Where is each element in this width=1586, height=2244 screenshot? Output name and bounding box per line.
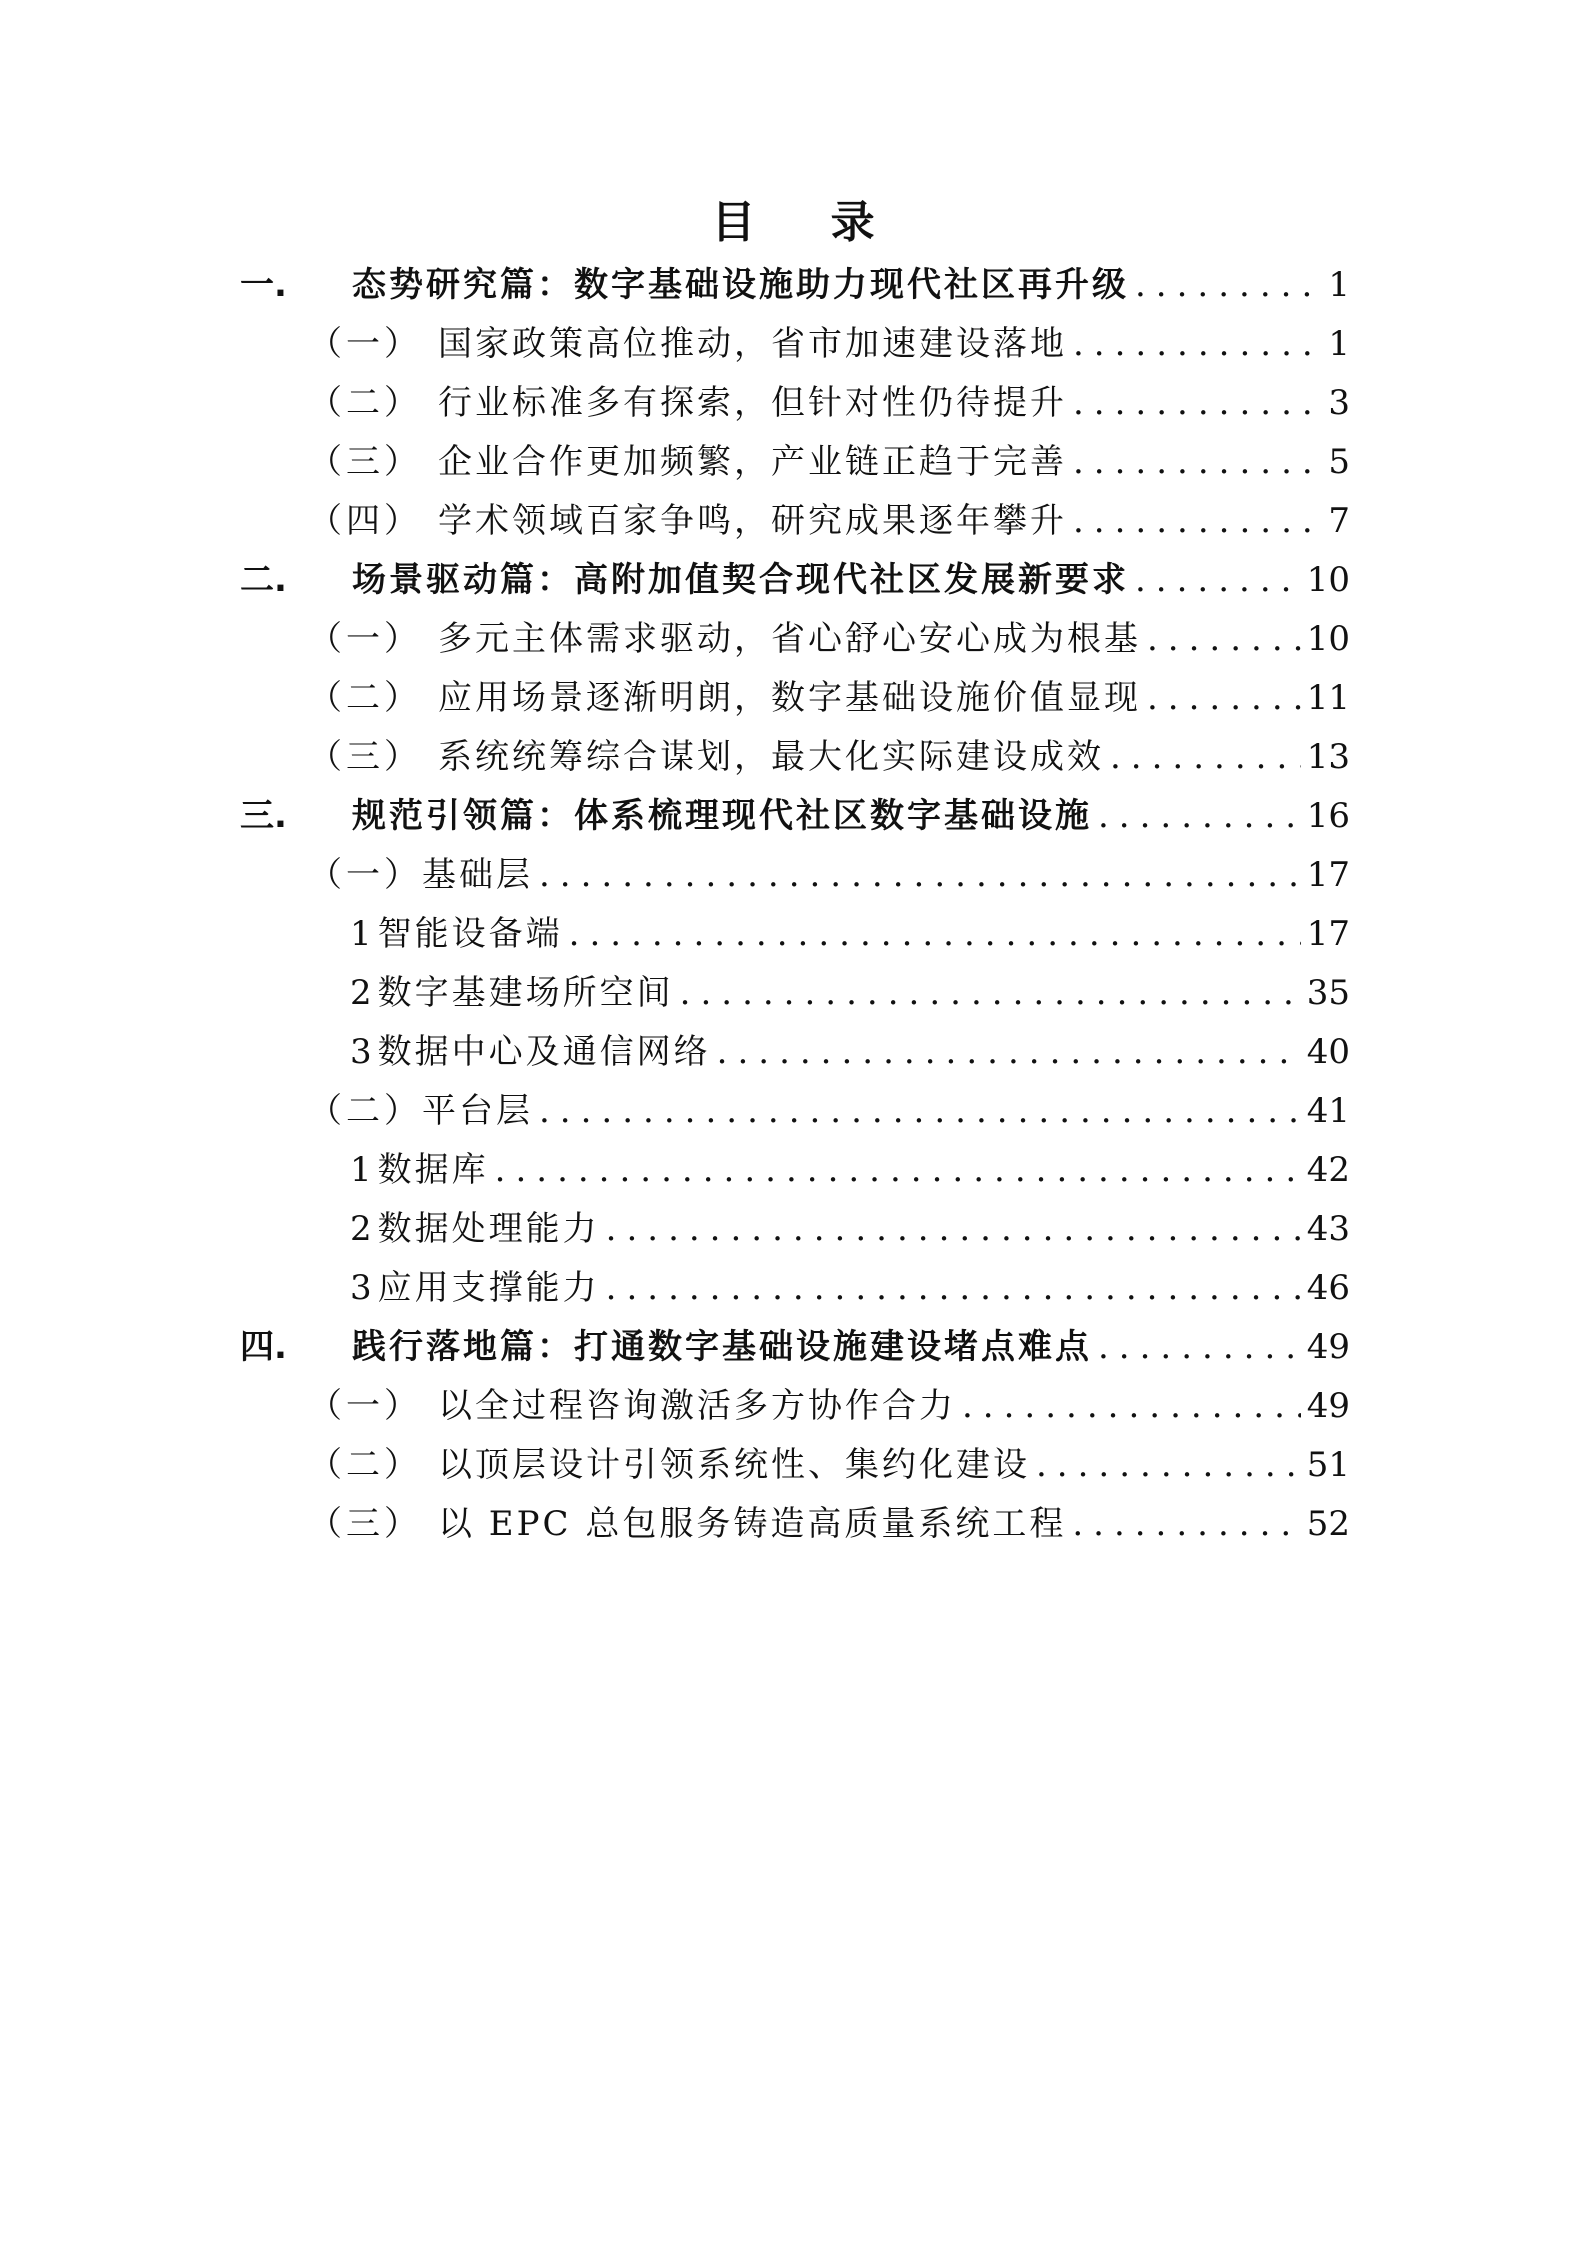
toc-entry-text: 数据库 [377, 1150, 489, 1190]
toc-leader-dots [962, 1377, 1301, 1435]
toc-leader-dots [539, 1082, 1301, 1140]
toc-entry-text: 场景驱动篇：高附加值契合现代社区发展新要求 [352, 560, 1129, 600]
toc-entry-number: 二. [240, 560, 287, 600]
toc-entry-page: 42 [1306, 1150, 1350, 1190]
toc-entry-page: 35 [1306, 973, 1350, 1013]
toc-entry-page: 51 [1306, 1445, 1350, 1485]
toc-entry-text: 践行落地篇：打通数字基础设施建设堵点难点 [352, 1327, 1092, 1367]
toc-leader-dots [495, 1141, 1301, 1199]
toc-entry-page: 17 [1306, 914, 1350, 954]
toc-entry-part-1[interactable] [240, 256, 1350, 314]
toc-entry-text: 智能设备端 [377, 914, 563, 954]
toc-entry-part-3[interactable] [240, 787, 1350, 845]
toc-leader-dots [1135, 551, 1301, 609]
toc-entry-subsection[interactable] [350, 1200, 1350, 1258]
toc-leader-dots [1110, 728, 1301, 786]
toc-entry-page: 5 [1328, 442, 1350, 482]
toc-entry-section[interactable] [308, 1377, 1350, 1435]
toc-leader-dots [1098, 787, 1301, 845]
toc-entry-text: 系统统筹综合谋划，最大化实际建设成效 [438, 737, 1104, 777]
toc-leader-dots [1036, 1436, 1301, 1494]
toc-entry-text: 以 EPC 总包服务铸造高质量系统工程 [438, 1504, 1067, 1544]
toc-entry-number: （三） [308, 1504, 422, 1544]
toc-entry-page: 1 [1328, 324, 1350, 364]
toc-entry-section[interactable] [308, 846, 1350, 904]
toc-leader-dots [606, 1259, 1301, 1317]
toc-entry-page: 49 [1306, 1386, 1350, 1426]
toc-entry-subsection[interactable] [350, 1141, 1350, 1199]
toc-entry-section[interactable] [308, 1436, 1350, 1494]
toc-entry-section[interactable] [308, 1495, 1350, 1553]
toc-entry-number: 2 [350, 973, 372, 1013]
toc-entry-page: 46 [1306, 1268, 1350, 1308]
toc-entry-part-2[interactable] [240, 551, 1350, 609]
toc-entry-number: （二） [308, 1091, 422, 1131]
toc-leader-dots [1147, 610, 1301, 668]
toc-entry-text: 数据中心及通信网络 [377, 1032, 711, 1072]
toc-leader-dots [1073, 492, 1310, 550]
toc-entry-text: 行业标准多有探索，但针对性仍待提升 [438, 383, 1067, 423]
toc-leader-dots [1073, 374, 1310, 432]
toc-leader-dots [717, 1023, 1301, 1081]
toc-entry-text: 规范引领篇：体系梳理现代社区数字基础设施 [352, 796, 1092, 836]
toc-entry-part-4[interactable] [240, 1318, 1350, 1376]
toc-entry-section[interactable] [308, 433, 1350, 491]
toc-entry-number: 三. [240, 796, 287, 836]
toc-entry-subsection[interactable] [350, 964, 1350, 1022]
toc-entry-text: 多元主体需求驱动，省心舒心安心成为根基 [438, 619, 1141, 659]
toc-entry-text: 以全过程咨询激活多方协作合力 [438, 1386, 956, 1426]
toc-entry-number: （三） [308, 442, 422, 482]
toc-entry-text: 平台层 [422, 1091, 533, 1131]
toc-leader-dots [680, 964, 1301, 1022]
toc-entry-page: 13 [1306, 737, 1350, 777]
toc-entry-number: 一. [240, 265, 287, 305]
toc-entry-subsection[interactable] [350, 905, 1350, 963]
toc-entry-section[interactable] [308, 669, 1350, 727]
toc-entry-text: 学术领域百家争鸣，研究成果逐年攀升 [438, 501, 1067, 541]
toc-entry-section[interactable] [308, 315, 1350, 373]
toc-entry-number: （一） [308, 1386, 422, 1426]
toc-entry-page: 43 [1306, 1209, 1350, 1249]
toc-entry-text: 企业合作更加频繁，产业链正趋于完善 [438, 442, 1067, 482]
toc-entry-number: 四. [240, 1327, 287, 1367]
toc-title: 目 录 [711, 197, 905, 248]
toc-entry-page: 52 [1306, 1504, 1350, 1544]
toc-entry-page: 10 [1306, 560, 1350, 600]
toc-entry-number: 3 [350, 1268, 372, 1308]
toc-entry-number: （二） [308, 1445, 422, 1485]
toc-entry-section[interactable] [308, 492, 1350, 550]
toc-entry-number: 3 [350, 1032, 372, 1072]
toc-entry-section[interactable] [308, 610, 1350, 668]
toc-entry-text: 数据处理能力 [377, 1209, 600, 1249]
toc-entry-subsection[interactable] [350, 1023, 1350, 1081]
toc-entry-page: 16 [1306, 796, 1350, 836]
toc-leader-dots [1147, 669, 1301, 727]
toc-entry-page: 11 [1306, 678, 1350, 718]
toc-entry-section[interactable] [308, 728, 1350, 786]
toc-entry-number: （一） [308, 855, 422, 895]
toc-entry-text: 基础层 [422, 855, 533, 895]
toc-entry-page: 17 [1306, 855, 1350, 895]
toc-entry-section[interactable] [308, 1082, 1350, 1140]
toc-leader-dots [1072, 1495, 1300, 1553]
toc-entry-page: 41 [1306, 1091, 1350, 1131]
toc-entry-number: 2 [350, 1209, 372, 1249]
toc-entry-number: （三） [308, 737, 422, 777]
toc-leader-dots [1073, 433, 1310, 491]
toc-entry-text: 应用支撑能力 [377, 1268, 600, 1308]
toc-entry-text: 态势研究篇：数字基础设施助力现代社区再升级 [352, 265, 1129, 305]
toc-entry-page: 49 [1306, 1327, 1350, 1367]
toc-entry-page: 3 [1328, 383, 1350, 423]
toc-entry-page: 10 [1306, 619, 1350, 659]
toc-leader-dots [606, 1200, 1301, 1258]
toc-entry-number: （一） [308, 619, 422, 659]
toc-leader-dots [1073, 315, 1310, 373]
toc-entry-number: 1 [350, 914, 372, 954]
toc-leader-dots [539, 846, 1301, 904]
toc-leader-dots [569, 905, 1301, 963]
toc-entry-page: 7 [1328, 501, 1350, 541]
toc-entry-number: （四） [308, 501, 422, 541]
toc-entry-text: 以顶层设计引领系统性、集约化建设 [438, 1445, 1030, 1485]
toc-entry-section[interactable] [308, 374, 1350, 432]
toc-entry-page: 1 [1328, 265, 1350, 305]
toc-leader-dots [1135, 256, 1310, 314]
toc-entry-number: （二） [308, 678, 422, 718]
toc-entry-subsection[interactable] [350, 1259, 1350, 1317]
toc-entry-number: （二） [308, 383, 422, 423]
toc-entry-text: 数字基建场所空间 [377, 973, 674, 1013]
toc-entry-text: 国家政策高位推动，省市加速建设落地 [438, 324, 1067, 364]
toc-entry-number: （一） [308, 324, 422, 364]
toc-entry-text: 应用场景逐渐明朗，数字基础设施价值显现 [438, 678, 1141, 718]
toc-entry-page: 40 [1306, 1032, 1350, 1072]
toc-entry-number: 1 [350, 1150, 372, 1190]
toc-leader-dots [1098, 1318, 1301, 1376]
